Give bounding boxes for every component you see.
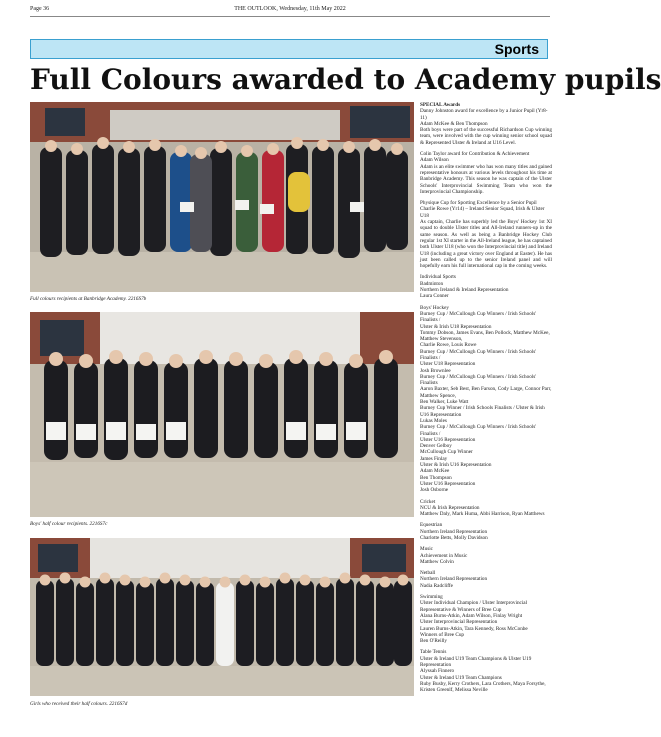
column-text-line: Table Tennis bbox=[420, 649, 447, 656]
column-text-line: NCU & Irish Representation bbox=[420, 504, 480, 511]
column-text-line: Northern Ireland Representation bbox=[420, 576, 488, 583]
photo-girls-half-colours bbox=[30, 538, 414, 696]
column-text-line: Adam McKee bbox=[420, 468, 450, 475]
photo-caption-3: Girls who received their half colours. 2216S7d bbox=[30, 701, 128, 707]
column-text-line: Adam McKee & Ben Thompson bbox=[420, 120, 488, 127]
column-text-line: Ulster & Irish U18 Representation bbox=[420, 323, 492, 330]
column-text-line: Matthew Colvin bbox=[420, 558, 454, 565]
photo-caption-2: Boys' half colour recipients. 2216S7c bbox=[30, 521, 108, 527]
column-text-line: Ulster Individual Champion / Ulster Interprovincial Representative & Winners of Bree Cup bbox=[420, 600, 528, 613]
section-banner bbox=[30, 39, 548, 59]
photo-caption-1: Full colours recipients at Banbridge Academy. 2216S7b bbox=[30, 296, 147, 302]
column-text-line: Ulster & Irish U16 Representation bbox=[420, 462, 492, 469]
column-text-line: Burney Cup / McCullough Cup Winners / Irish Schools' Finalists / bbox=[420, 310, 537, 324]
column-text-line: Winners of Bree Cup bbox=[420, 631, 465, 638]
group-photo-2 bbox=[30, 312, 414, 517]
column-text-line: Netball bbox=[420, 570, 436, 577]
column-text-line: Ulster & Ireland U19 Team Champions & Ulster U19 Representation bbox=[420, 655, 532, 669]
column-text-line: Burney Cup / McCullough Cup Winners / Irish Schools' Finalists / bbox=[420, 348, 537, 361]
column-text-line: Burney Cup / McCullough Cup Winners / Irish Schools' Finalists bbox=[420, 373, 537, 387]
column-text-line: Equestrian bbox=[420, 522, 443, 529]
column-text-line: Tommy Dobson, James Evans, Ben Pollock, Matthew McKee, Matthew Stevenson, bbox=[420, 329, 550, 343]
column-text-line: As captain, Charlie has superbly led the Boys' Hockey 1st XI squad to double Ulster titles and All-Ireland runners-up in the same season. As well as being a Banbridge Hockey Club regular 1st XI starter in the All-Ireland league, he has captained both Ulster U18 (who won the Interprovincial title) and Ireland U18 (including a great victory over England at Easter). He has just been called up to the senior Ireland panel and will hopefully earn his full international cap in the coming weeks. bbox=[420, 219, 552, 270]
column-text-line: Burney Cup Winner / Irish Schools Finalists / Ulster & Irish U16 Representation bbox=[420, 405, 545, 418]
column-text-line: Individual Sports bbox=[420, 274, 456, 281]
column-text-line: Laura Conner bbox=[420, 293, 449, 300]
column-text-line: Ben Walker, Luke Watt bbox=[420, 399, 469, 406]
column-text-line: Boys' Hockey bbox=[420, 304, 450, 311]
column-text-line: Alana Burns-Atkin, Adam Wilson, Finlay Wright bbox=[420, 612, 523, 619]
column-text-line: Kristen Greenlf, Melissa Neville bbox=[420, 687, 488, 694]
column-text-line: James Finlay bbox=[420, 455, 448, 462]
awards-column bbox=[420, 100, 552, 694]
column-text-line: Josh Osborne bbox=[420, 487, 449, 494]
photo-full-colours bbox=[30, 102, 414, 292]
column-text-line: Ulster U16 Representation bbox=[420, 436, 476, 443]
headline: Full Colours awarded to Academy pupils bbox=[30, 63, 661, 96]
group-photo-1 bbox=[30, 102, 414, 292]
column-text-line: McCullough Cup Winner bbox=[420, 449, 473, 456]
column-text-line: Badminton bbox=[420, 280, 444, 287]
photo-boys-half-colours bbox=[30, 312, 414, 517]
column-text-line: Charlie Rowe, Louis Rowe bbox=[420, 342, 477, 349]
masthead: THE OUTLOOK, Wednesday, 11th May 2022 bbox=[234, 6, 346, 12]
column-text-line: Danny Johnston award for excellence by a Junior Pupil (Yr8-11) bbox=[420, 108, 548, 121]
column-text-line: Ben Thompson bbox=[420, 474, 452, 481]
column-text-line: Nadia Radcliffe bbox=[420, 582, 453, 589]
column-text-line: Matthew Daly, Mark Huma, Abbi Harrison, Ryan Matthews bbox=[420, 511, 545, 518]
column-text-line: Cricket bbox=[420, 498, 436, 505]
column-text-line: Northern Ireland Representation bbox=[420, 528, 488, 535]
page-number: Page 36 bbox=[30, 6, 50, 12]
header-rule bbox=[30, 16, 550, 17]
column-text-line: Aaron Baxter, Seb Best, Ben Farson, Cody Large, Connor Parr, Matthew Spence, bbox=[420, 386, 552, 399]
column-text-line: Charlotte Betts, Molly Davidson bbox=[420, 535, 488, 541]
group-photo-3 bbox=[30, 538, 414, 696]
column-text-line: Adam Wilson bbox=[420, 157, 449, 164]
column-text-line: Achievement in Music bbox=[420, 552, 468, 559]
column-text-line: Swimming bbox=[420, 594, 443, 601]
column-text-line: Northern Ireland & Ireland Representation bbox=[420, 287, 509, 294]
column-text-line: Alyssah Finnero bbox=[420, 668, 455, 675]
column-text-line: Ruby Busby, Kerry Crothers, Lara Crothers, Maya Forsythe, bbox=[420, 680, 546, 687]
section-label: Sports bbox=[494, 41, 539, 57]
section-heading: SPECIAL Awards bbox=[420, 102, 461, 108]
column-text-line: Josh Brownlee bbox=[420, 367, 451, 374]
column-text-line: Charlie Rowe (Yr14) – Ireland Senior Squad, Irish & Ulster U18 bbox=[420, 206, 545, 219]
column-text-line: Denver Gelboy bbox=[420, 443, 452, 450]
column-text-line: Both boys were part of the successful Richardson Cup winning team, were involved with the cup winning senior school squad & Represented Ulster & Ireland at U16 Level. bbox=[420, 127, 552, 146]
column-text-line: Physique Cup for Sporting Excellence by a Senior Pupil bbox=[420, 200, 537, 207]
column-text-line: Lauren Burns-Atkin, Tara Kennedy, Ross McConbe bbox=[420, 625, 528, 632]
column-text-line: Ulster U16 Representation bbox=[420, 480, 476, 487]
column-text-line: Music bbox=[420, 546, 433, 553]
column-text-line: Adam is an elite swimmer who has won many titles and gained representative honours at various levels throughout his time at Banbridge Academy. This season he was captain of the Ulster Schools' Interprovincial Swimming Team who won the Interprovincial Championship. bbox=[420, 163, 552, 195]
column-text-line: Ulster & Ireland U19 Team Champions bbox=[420, 674, 502, 681]
column-text-line: Ulster U18 Representation bbox=[420, 361, 476, 368]
column-text-line: Ben O'Reilly bbox=[420, 638, 448, 645]
column-text-line: Lukas Moles bbox=[420, 417, 447, 424]
column-text-line: Ulster Interprovincial Representation bbox=[420, 619, 498, 626]
column-text-line: Colin Taylor award for Contribution & Achievement bbox=[420, 151, 530, 158]
column-text-line: Burney Cup / McCullough Cup Winners / Irish Schools' Finalists / bbox=[420, 424, 537, 437]
